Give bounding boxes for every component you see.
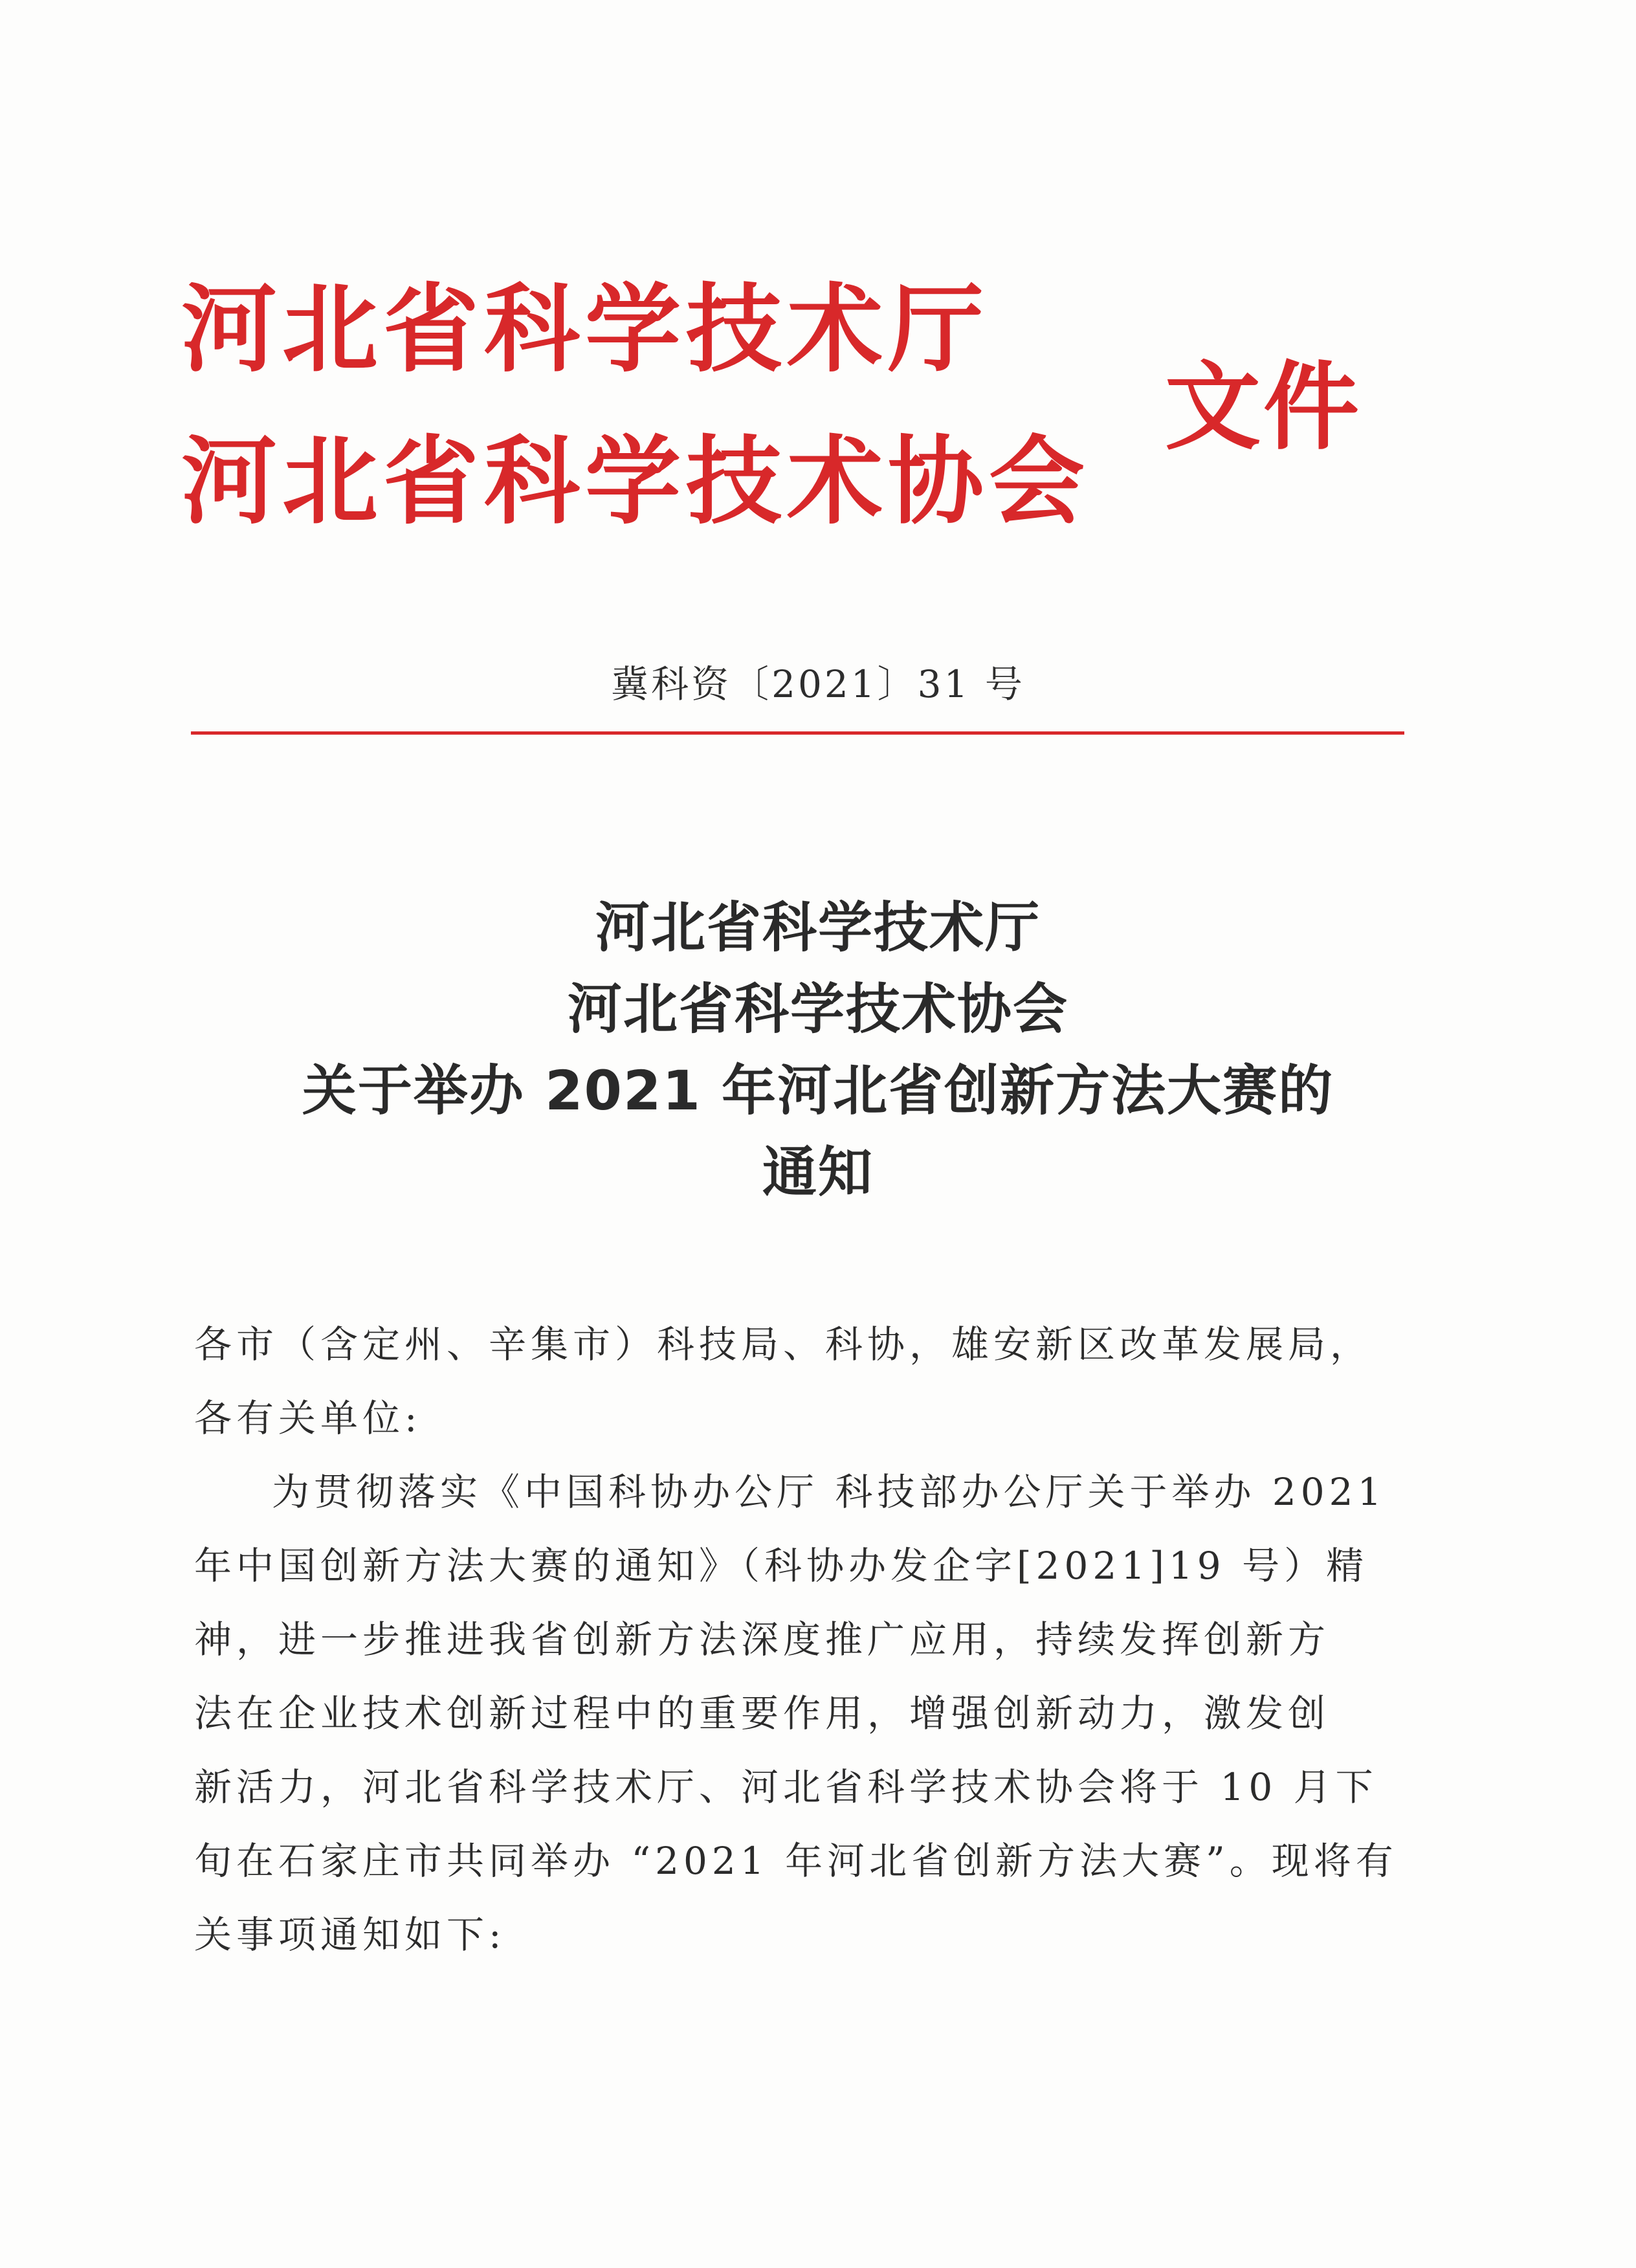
title-line-1: 河北省科学技术厅 <box>595 896 1041 959</box>
paragraph-line-3: 神，进一步推进我省创新方法深度推广应用，持续发挥创新方 <box>194 1618 1331 1662</box>
title-line-3: 关于举办 2021 年河北省创新方法大赛的 <box>302 1059 1334 1122</box>
letterhead-org-line-1: 河北省科学技术厅 <box>181 274 989 385</box>
addressee <box>194 1307 1378 1455</box>
document-number: 冀科资〔2021〕31 号 <box>611 662 1025 706</box>
paragraph-line-6: 旬在石家庄市共同举办 “2021 年河北省创新方法大赛”。现将有 <box>194 1839 1398 1883</box>
paragraph-line-5: 新活力，河北省科学技术厅、河北省科学技术协会将于 10 月下 <box>194 1765 1378 1809</box>
document-title <box>0 887 1636 1213</box>
addressee-line-1: 各市（含定州、辛集市）科技局、科协，雄安新区改革发展局， <box>194 1322 1373 1366</box>
body-paragraph <box>194 1455 1398 1972</box>
addressee-line-2: 各有关单位: <box>194 1396 422 1440</box>
letterhead-org-line-2: 河北省科学技术协会 <box>181 426 1090 537</box>
paragraph-line-1: 为贯彻落实《中国科协办公厅 科技部办公厅关于举办 2021 <box>272 1470 1386 1514</box>
red-divider-line <box>191 731 1404 735</box>
paragraph-line-4: 法在企业技术创新过程中的重要作用，增强创新动力，激发创 <box>194 1691 1331 1735</box>
document-body <box>194 1307 1398 1972</box>
title-line-4: 通知 <box>762 1140 874 1204</box>
paragraph-line-7: 关事项通知如下: <box>194 1913 506 1957</box>
letterhead-suffix: 文件 <box>1165 351 1362 463</box>
paragraph-line-2: 年中国创新方法大赛的通知》（科协办发企字[2021]19 号）精 <box>194 1544 1369 1588</box>
title-line-2: 河北省科学技术协会 <box>567 977 1068 1041</box>
